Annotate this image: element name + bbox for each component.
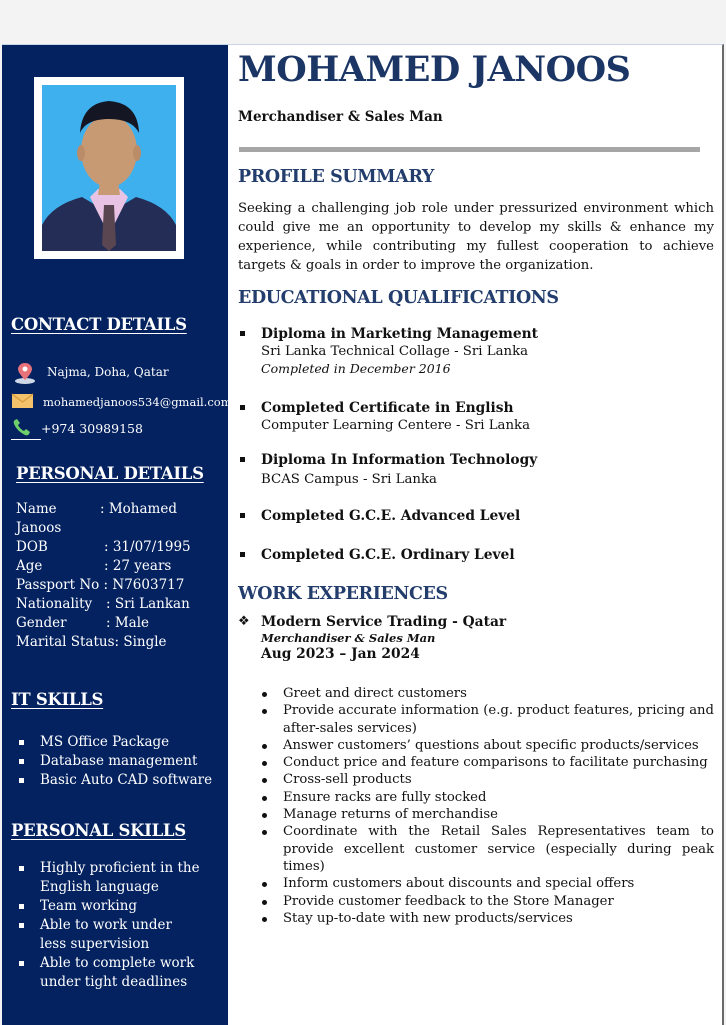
sidebar (2, 45, 232, 1025)
personal-row: Gender : Male (16, 615, 150, 631)
personal-row: Age : 27 years (16, 558, 172, 574)
list-item: Provide customer feedback to the Store Manager (238, 893, 714, 910)
personal-skills-list (16, 859, 220, 992)
list-item: Manage returns of merchandise (238, 806, 714, 823)
list-item: Able to complete work under tight deadlines (16, 954, 200, 992)
email-text[interactable]: mohamedjanoos534@gmail.com (43, 395, 232, 409)
phone-text[interactable]: +974 30989158 (41, 421, 143, 436)
contact-address (13, 361, 169, 383)
list-item: Answer customers’ questions about specific products/services (238, 737, 714, 754)
list-item: Able to work under less supervision (16, 916, 200, 954)
profile-photo (42, 85, 176, 251)
personal-row: DOB : 31/07/1995 (16, 539, 191, 555)
list-item: Provide accurate information (e.g. product features, pricing and after-sales services) (238, 702, 714, 737)
list-item: Stay up-to-date with new products/services (238, 910, 714, 927)
education-item: Diploma in Marketing Management Sri Lanka Technical Collage - Sri Lanka Completed in December 2016 (238, 325, 714, 377)
list-item: Basic Auto CAD software (16, 771, 220, 790)
envelope-icon (11, 391, 37, 413)
list-item: Cross-sell products (238, 771, 714, 788)
person-portrait-icon (42, 85, 176, 251)
personal-row: Name : Mohamed (16, 501, 177, 517)
square-bullet-icon (240, 457, 245, 462)
square-bullet-icon (240, 552, 245, 557)
square-bullet-icon (240, 405, 245, 410)
education-item: Completed Certificate in English Computer Learning Centere - Sri Lanka (238, 399, 714, 434)
list-item: Inform customers about discounts and special offers (238, 875, 714, 892)
personal-row: Passport No : N7603717 (16, 577, 185, 593)
list-item: Greet and direct customers (238, 685, 714, 702)
list-item: Database management (16, 752, 220, 771)
contact-email[interactable] (11, 391, 232, 413)
candidate-role: Merchandiser & Sales Man (238, 109, 443, 125)
profile-summary-text: Seeking a challenging job role under pressurized environment which could give me an opportunity to develop my skills & enhance my experience, while contributing my fullest cooperation to achieve targets & goals in order to improve the organization. (238, 201, 714, 273)
education-item: Completed G.C.E. Ordinary Level (238, 546, 714, 564)
education-heading: EDUCATIONAL QUALIFICATIONS (238, 288, 559, 308)
personal-row: Marital Status: Single (16, 634, 167, 650)
square-bullet-icon (240, 331, 245, 336)
it-skills-list (16, 733, 220, 790)
resume-page (2, 44, 724, 1025)
personal-row: Nationality : Sri Lankan (16, 596, 190, 612)
job-dates: Aug 2023 – Jan 2024 (261, 646, 420, 662)
photo-frame (34, 77, 184, 259)
list-item: Team working (16, 897, 220, 916)
phone-icon (11, 417, 41, 440)
company-name: Modern Service Trading - Qatar (261, 614, 507, 630)
candidate-name: MOHAMED JANOOS (238, 49, 631, 90)
header-divider (239, 147, 700, 152)
square-bullet-icon (240, 513, 245, 518)
contact-phone[interactable] (11, 417, 143, 440)
contact-details-heading: CONTACT DETAILS (11, 315, 187, 334)
education-item: Diploma In Information Technology BCAS Campus - Sri Lanka (238, 451, 714, 488)
diamond-bullet-icon: ❖ (238, 614, 250, 629)
personal-details-list (16, 500, 221, 652)
work-experience-heading: WORK EXPERIENCES (238, 584, 448, 604)
list-item: MS Office Package (16, 733, 220, 752)
education-item: Completed G.C.E. Advanced Level (238, 507, 714, 525)
profile-summary-heading: PROFILE SUMMARY (238, 167, 435, 187)
location-pin-icon (13, 361, 39, 383)
list-item: Coordinate with the Retail Sales Representatives team to provide excellent customer service (especially during peak times) (238, 823, 714, 875)
list-item: Conduct price and feature comparisons to facilitate purchasing (238, 754, 714, 771)
personal-skills-heading: PERSONAL SKILLS (11, 821, 186, 840)
job-entry (238, 613, 714, 663)
list-item: Ensure racks are fully stocked (238, 789, 714, 806)
it-skills-heading: IT SKILLS (11, 690, 104, 709)
list-item: Highly proficient in the English language (16, 859, 200, 897)
personal-details-heading: PERSONAL DETAILS (16, 464, 204, 483)
personal-row: Janoos (16, 520, 62, 536)
job-role: Merchandiser & Sales Man (261, 631, 436, 645)
job-duties-list (238, 685, 714, 927)
address-text: Najma, Doha, Qatar (47, 365, 169, 379)
